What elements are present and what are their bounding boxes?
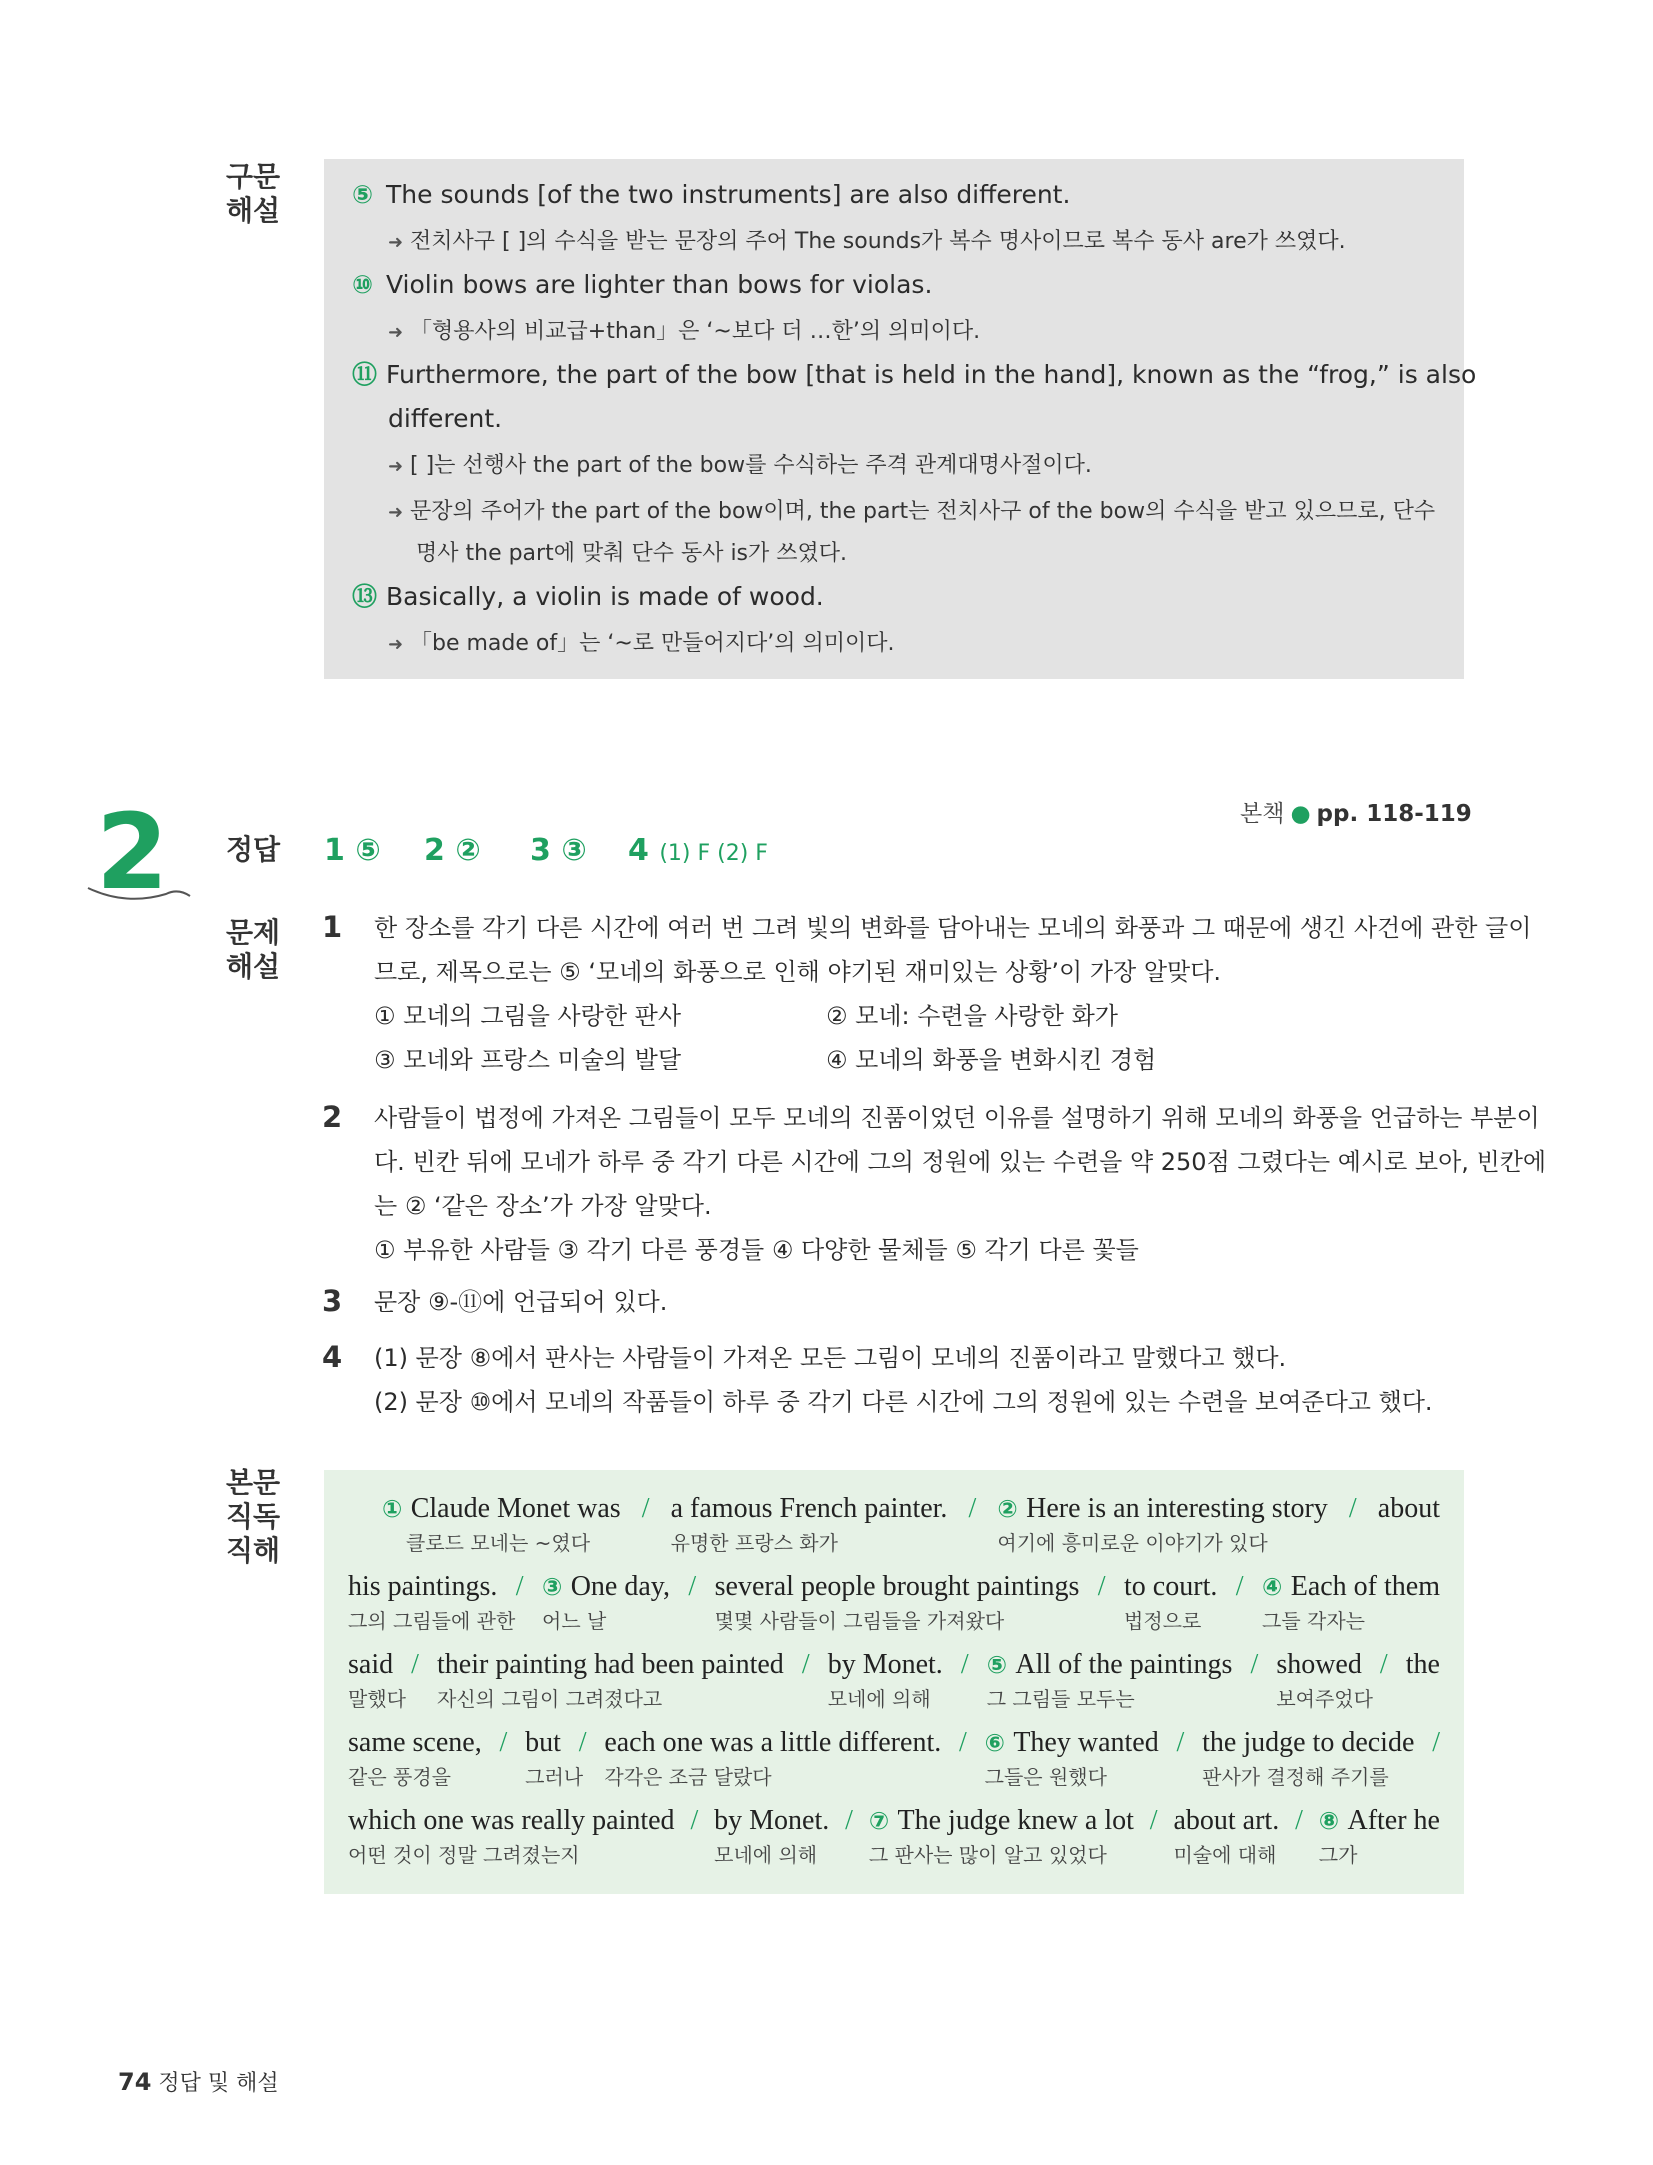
english-chunk — [714, 1804, 829, 1838]
chunk-slash: / — [1379, 1649, 1388, 1680]
option: ③ 모네와 프랑스 미술의 발달 — [374, 1046, 682, 1074]
english-chunk-text: his paintings. — [348, 1571, 498, 1602]
sentence-number: ⑤ — [986, 1651, 1016, 1679]
chunk-slash: / — [959, 1727, 967, 1758]
korean-gloss: 어느 날 — [542, 1609, 607, 1633]
reading-label: 본문 직독 직해 — [226, 1466, 281, 1567]
korean-gloss: 그러나 — [525, 1765, 584, 1789]
english-chunk-text: said — [348, 1649, 394, 1680]
option: ① 모네의 그림을 사랑한 판사 — [374, 1002, 682, 1030]
english-chunk-text: by Monet. — [714, 1805, 830, 1836]
chunk-slash: / — [1432, 1727, 1440, 1758]
question-number: 2 — [322, 1100, 343, 1134]
sentence-number: ① — [382, 1495, 411, 1523]
korean-gloss: 그들 각자는 — [1262, 1609, 1365, 1633]
english-chunk — [1202, 1726, 1414, 1760]
english-chunk-text: Each of them — [1290, 1571, 1440, 1602]
korean-gloss: 판사가 결정해 주기를 — [1202, 1765, 1389, 1789]
option: ④ 모네의 화풍을 변화시킨 경험 — [826, 1046, 1157, 1074]
syntax-note-cont: 명사 the part에 맞춰 단수 동사 is가 쓰였다. — [416, 541, 848, 566]
english-chunk-text: about art. — [1173, 1805, 1280, 1836]
english-chunk-text: several people brought paintings — [714, 1571, 1080, 1602]
korean-gloss: 그가 — [1318, 1843, 1358, 1867]
chunk-slash: / — [641, 1493, 650, 1524]
english-chunk — [671, 1492, 948, 1526]
chunk-slash: / — [1097, 1571, 1106, 1602]
explanation-line: 는 ② ‘같은 장소’가 가장 알맞다. — [374, 1192, 712, 1220]
english-chunk — [1124, 1570, 1217, 1604]
english-chunk — [348, 1648, 393, 1682]
korean-gloss: 모네에 의해 — [714, 1843, 818, 1867]
english-chunk — [525, 1726, 561, 1760]
english-chunk-text: a famous French painter. — [670, 1493, 948, 1524]
korean-gloss: 어떤 것이 정말 그려졌는지 — [348, 1843, 580, 1867]
english-chunk — [828, 1648, 943, 1682]
english-chunk — [715, 1570, 1080, 1604]
korean-gloss: 클로드 모네는 ~였다 — [406, 1531, 591, 1555]
english-chunk-text: same scene, — [348, 1727, 482, 1758]
english-chunk — [997, 1492, 1327, 1526]
english-chunk-text: Claude Monet was — [410, 1493, 621, 1524]
english-chunk — [1262, 1570, 1440, 1604]
chunk-slash: / — [499, 1727, 508, 1758]
sentence-number: ⑥ — [984, 1729, 1014, 1757]
chunk-slash: / — [845, 1805, 853, 1836]
syntax-note: ➜ 「형용사의 비교급+than」은 ‘~보다 더 …한’의 의미이다. — [388, 317, 980, 348]
answer-4: 4 (1) F (2) F — [628, 833, 768, 868]
sentence-number: ④ — [1262, 1573, 1291, 1601]
page-reference: 본책 ● pp. 118-119 — [1240, 801, 1472, 827]
explanation-line: 므로, 제목으로는 ⑤ ‘모네의 화풍으로 인해 야기된 재미있는 상황’이 가장 알맞다. — [374, 958, 1222, 986]
english-chunk-text: All of the paintings — [1015, 1649, 1233, 1680]
explanation-line: 문장 ⑨-⑪에 언급되어 있다. — [374, 1288, 668, 1316]
english-chunk — [348, 1570, 497, 1604]
chunk-slash: / — [578, 1727, 587, 1758]
korean-gloss: 각각은 조금 달랐다 — [604, 1765, 772, 1789]
chunk-slash: / — [688, 1571, 697, 1602]
english-chunk — [1378, 1492, 1440, 1526]
english-chunk-text: the — [1405, 1649, 1440, 1680]
arrow-icon: ➜ — [388, 634, 404, 655]
syntax-box — [324, 159, 1477, 679]
section-number: 2 — [96, 791, 169, 913]
chunk-slash: / — [690, 1805, 699, 1836]
syntax-label: 구문 해설 — [226, 160, 281, 227]
explanation-line: 다. 빈칸 뒤에 모네가 하루 중 각기 다른 시간에 그의 정원에 있는 수련을 약 250점 그렸다는 예시로 보아, 빈칸에 — [374, 1148, 1547, 1176]
arrow-icon: ➜ — [388, 322, 404, 343]
arrow-icon: ➜ — [388, 502, 404, 523]
chunk-slash: / — [1235, 1571, 1244, 1602]
section-number-underline — [86, 880, 196, 910]
question-number: 4 — [322, 1340, 343, 1374]
chunk-slash: / — [960, 1649, 969, 1680]
korean-gloss: 그 판사는 많이 알고 있었다 — [868, 1843, 1107, 1867]
sentence-number: ② — [997, 1495, 1027, 1523]
english-chunk-text: Here is an interesting story — [1026, 1493, 1328, 1524]
english-chunk-text: their painting had been painted — [437, 1649, 784, 1680]
chunk-slash: / — [801, 1649, 810, 1680]
english-chunk — [985, 1726, 1159, 1760]
sentence-number: ⑧ — [1318, 1807, 1348, 1835]
chunk-slash: / — [1176, 1727, 1185, 1758]
sentence-number: ③ — [542, 1573, 571, 1601]
answer-3: 3 ③ — [530, 833, 587, 868]
english-chunk — [869, 1804, 1134, 1838]
explanation-line: (2) 문장 ⑩에서 모네의 작품들이 하루 중 각기 다른 시간에 그의 정원에 있는 수련을 보여준다고 했다. — [374, 1388, 1433, 1416]
korean-gloss: 말했다 — [348, 1687, 406, 1711]
english-chunk — [348, 1726, 482, 1760]
english-chunk — [382, 1492, 621, 1526]
english-chunk-text: After he — [1347, 1805, 1440, 1836]
answer-2: 2 ② — [424, 833, 481, 868]
explanation-line: (1) 문장 ⑧에서 판사는 사람들이 가져온 모든 그림이 모네의 진품이라고 말했다고 했다. — [374, 1344, 1287, 1372]
korean-gloss: 몇몇 사람들이 그림들을 가져왔다 — [714, 1609, 1005, 1633]
syntax-note: ➜ [ ]는 선행사 the part of the bow를 수식하는 주격 관계대명사절이다. — [388, 451, 1092, 482]
syntax-sentence-cont: different. — [388, 404, 503, 433]
arrow-icon: ➜ — [388, 232, 404, 253]
english-chunk-text: by Monet. — [827, 1649, 943, 1680]
syntax-sentence: ⑪ Furthermore, the part of the bow [that is held in the hand], known as the “frog,” is also — [352, 360, 1477, 389]
korean-gloss: 여기에 흥미로운 이야기가 있다 — [997, 1531, 1268, 1555]
page-footer: 74 정답 및 해설 — [118, 2068, 279, 2096]
arrow-icon: ➜ — [388, 456, 404, 477]
chunk-slash: / — [1295, 1805, 1303, 1836]
korean-gloss: 그의 그림들에 관한 — [348, 1609, 516, 1633]
english-chunk — [604, 1726, 941, 1760]
option: ② 모네: 수련을 사랑한 화가 — [826, 1002, 1118, 1030]
syntax-note: ➜ 전치사구 [ ]의 수식을 받는 문장의 주어 The sounds가 복수 명사이므로 복수 동사 are가 쓰였다. — [388, 227, 1346, 258]
chunk-slash: / — [515, 1571, 524, 1602]
english-chunk-text: which one was really painted — [348, 1805, 675, 1836]
korean-gloss: 모네에 의해 — [827, 1687, 931, 1711]
korean-gloss: 그들은 원했다 — [984, 1765, 1107, 1789]
english-chunk — [1319, 1804, 1440, 1838]
english-chunk-text: the judge to decide — [1202, 1727, 1415, 1758]
question-number: 3 — [322, 1284, 343, 1318]
syntax-note: ➜ 문장의 주어가 the part of the bow이며, the part는 전치사구 of the bow의 수식을 받고 있으므로, 단수 — [388, 497, 1435, 528]
korean-gloss: 자신의 그림이 그려졌다고 — [437, 1687, 663, 1711]
korean-gloss: 그 그림들 모두는 — [986, 1687, 1135, 1711]
english-chunk-text: about — [1377, 1493, 1440, 1524]
chunk-slash: / — [411, 1649, 419, 1680]
korean-gloss: 미술에 대해 — [1173, 1843, 1277, 1867]
english-chunk-text: to court. — [1124, 1571, 1218, 1602]
english-chunk-text: each one was a little different. — [604, 1727, 942, 1758]
chunk-slash: / — [1149, 1805, 1158, 1836]
english-chunk — [987, 1648, 1233, 1682]
chunk-slash: / — [1348, 1493, 1357, 1524]
answer-1: 1 ⑤ — [324, 833, 381, 868]
korean-gloss: 보여주었다 — [1276, 1687, 1373, 1711]
english-chunk — [542, 1570, 670, 1604]
english-chunk-text: showed — [1276, 1649, 1362, 1680]
english-chunk-text: They wanted — [1013, 1727, 1159, 1758]
syntax-sentence: ⑬ Basically, a violin is made of wood. — [352, 582, 824, 611]
sentence-number: ⑦ — [868, 1807, 898, 1835]
reading-box — [324, 1470, 1464, 1894]
english-chunk — [348, 1804, 675, 1838]
chunk-slash: / — [1250, 1649, 1259, 1680]
syntax-note: ➜ 「be made of」는 ‘~로 만들어지다’의 의미이다. — [388, 629, 895, 660]
english-chunk-text: but — [525, 1727, 561, 1758]
explanation-line: 한 장소를 각기 다른 시간에 여러 번 그려 빛의 변화를 담아내는 모네의 화풍과 그 때문에 생긴 사건에 관한 글이 — [374, 914, 1532, 942]
syntax-sentence: ⑩ Violin bows are lighter than bows for violas. — [352, 270, 933, 299]
english-chunk — [1173, 1804, 1279, 1838]
english-chunk-text: The judge knew a lot — [897, 1805, 1134, 1836]
korean-gloss: 같은 풍경을 — [348, 1765, 451, 1789]
korean-gloss: 유명한 프랑스 화가 — [670, 1531, 838, 1555]
english-chunk — [1406, 1648, 1440, 1682]
answer-label: 정답 — [226, 833, 281, 866]
english-chunk — [437, 1648, 784, 1682]
chunk-slash: / — [968, 1493, 977, 1524]
option-row: ① 부유한 사람들 ③ 각기 다른 풍경들 ④ 다양한 물체들 ⑤ 각기 다른 꽃들 — [374, 1236, 1139, 1264]
explanation-line: 사람들이 법정에 가져온 그림들이 모두 모네의 진품이었던 이유를 설명하기 위해 모네의 화풍을 언급하는 부분이 — [374, 1104, 1540, 1132]
syntax-sentence: ⑤ The sounds [of the two instruments] are also different. — [352, 180, 1071, 209]
english-chunk-text: One day, — [570, 1571, 670, 1602]
english-chunk — [1276, 1648, 1362, 1682]
korean-gloss: 법정으로 — [1124, 1609, 1202, 1633]
problems-label: 문제 해설 — [226, 916, 281, 983]
question-number: 1 — [322, 910, 343, 944]
